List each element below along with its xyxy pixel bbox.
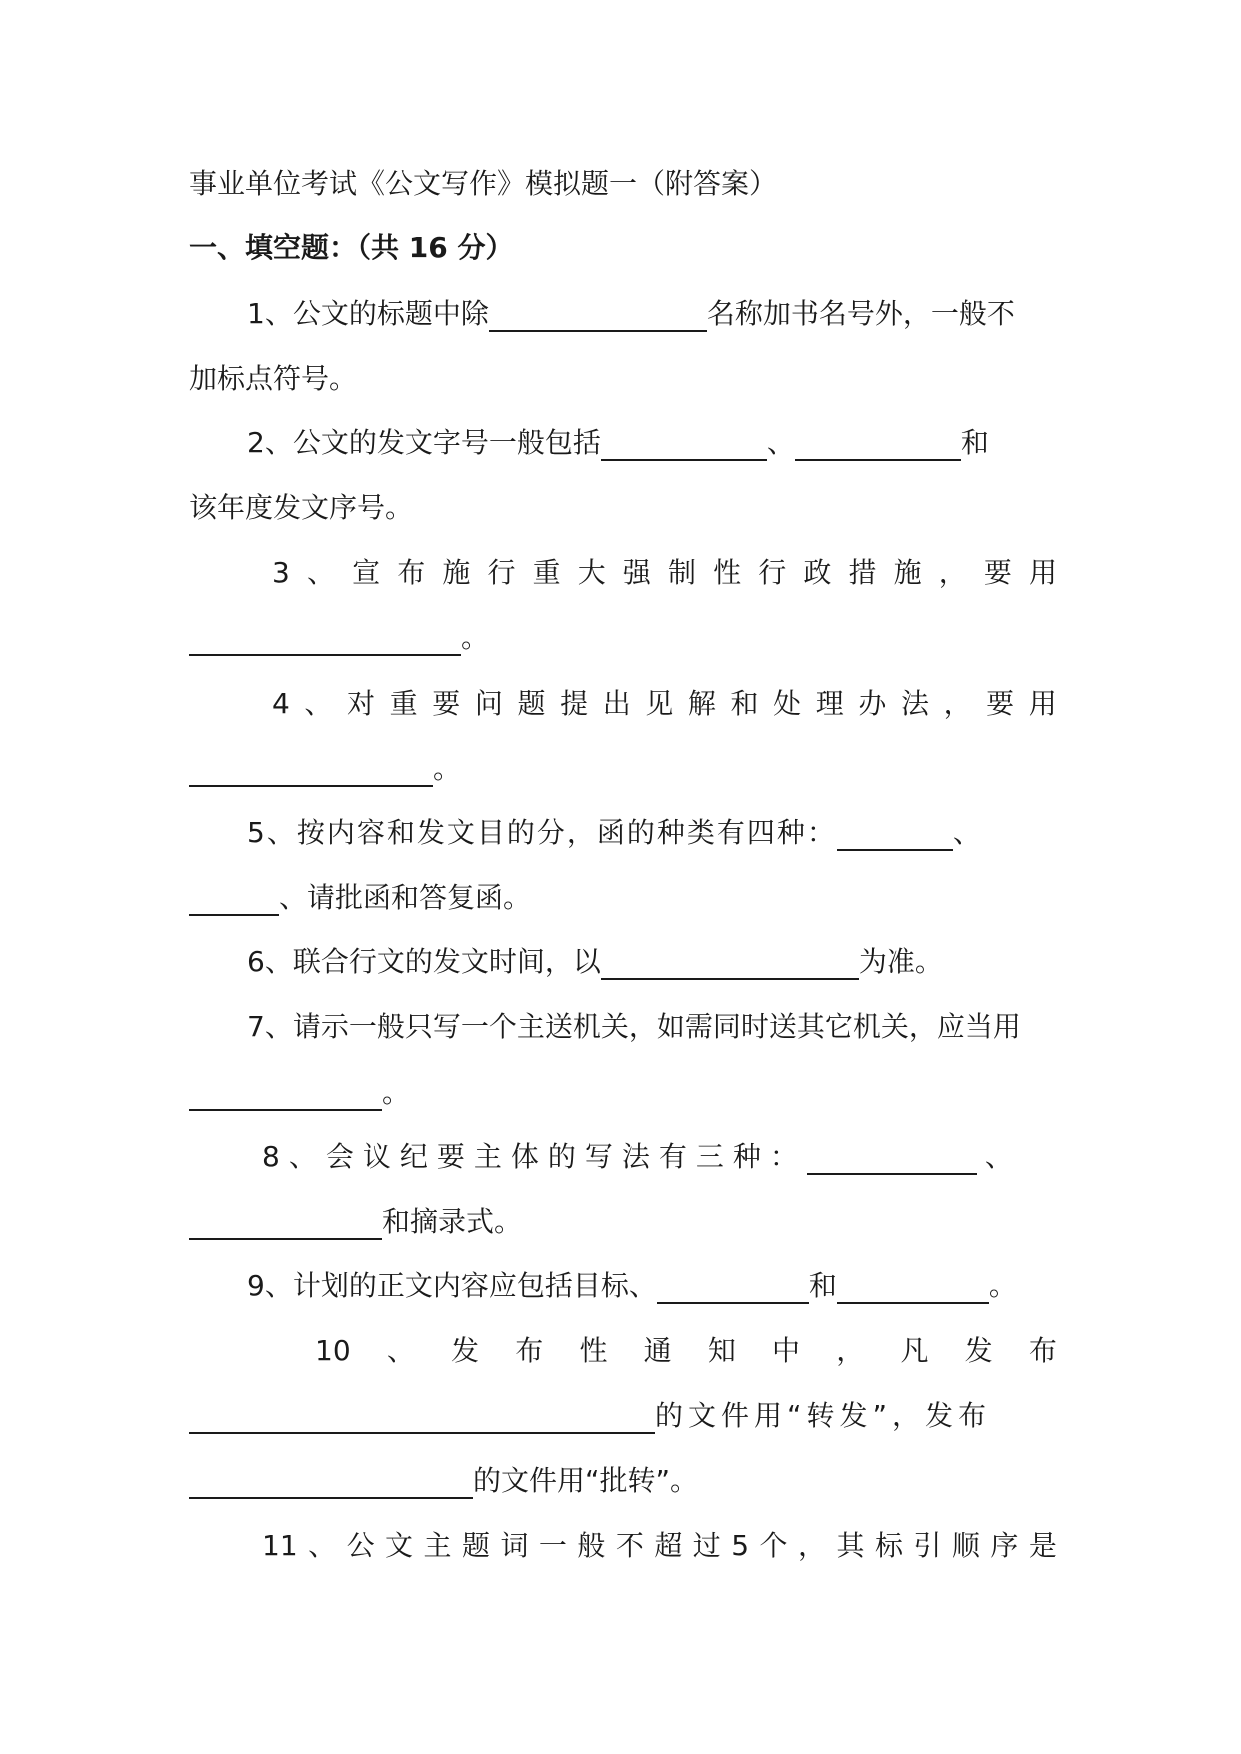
answer-blank[interactable] — [657, 1272, 809, 1304]
question-text-char: 对 — [347, 687, 376, 720]
question-6 — [247, 944, 943, 980]
question-text-char: 主 — [423, 1529, 452, 1562]
question-text-char: 要 — [432, 687, 461, 720]
question-text-char: 重 — [389, 687, 418, 720]
question-5-text-2: 、请批函和答复函。 — [279, 881, 532, 914]
question-text-char: 一 — [538, 1529, 567, 1562]
question-8 — [262, 1139, 1013, 1175]
question-text-char: 措 — [848, 556, 877, 589]
question-2-continued: 该年度发文序号。 — [189, 491, 414, 524]
question-1-continued: 加标点符号。 — [189, 362, 358, 395]
question-text-char: 超 — [654, 1529, 683, 1562]
answer-blank[interactable] — [601, 429, 767, 461]
answer-blank[interactable] — [601, 948, 859, 980]
question-text-char: 5 — [731, 1529, 750, 1562]
question-text-char: 行 — [758, 556, 787, 589]
question-text-char: 强 — [622, 556, 651, 589]
question-4-answer-line — [189, 751, 461, 787]
question-text-char: 公 — [346, 1529, 375, 1562]
question-text-char: ， — [938, 556, 967, 589]
question-10 — [315, 1333, 1057, 1369]
question-text-char: 引 — [913, 1529, 942, 1562]
question-text-char: 性 — [579, 1334, 608, 1367]
question-text-char: 用 — [1028, 556, 1057, 589]
question-text-char: 见 — [645, 687, 674, 720]
answer-blank[interactable] — [189, 1208, 382, 1240]
question-1 — [247, 296, 1015, 332]
answer-blank[interactable] — [837, 1272, 989, 1304]
question-5 — [247, 815, 981, 851]
section-heading: 一、填空题：（共 16 分） — [189, 231, 514, 264]
separator: 、 — [952, 816, 981, 849]
question-text-char: 解 — [687, 687, 716, 720]
question-6-text-2: 为准。 — [858, 945, 943, 978]
answer-blank[interactable] — [807, 1143, 977, 1175]
question-5-continued — [189, 880, 531, 916]
question-10-line-2 — [189, 1398, 991, 1434]
question-9 — [247, 1268, 1017, 1304]
question-text-char: ， — [798, 1529, 827, 1562]
answer-blank[interactable] — [189, 624, 461, 656]
period: 。 — [988, 1269, 1017, 1302]
question-text-char: 用 — [1028, 687, 1057, 720]
answer-blank[interactable] — [189, 1402, 655, 1434]
question-text-char: 、 — [308, 1529, 337, 1562]
question-2 — [247, 425, 989, 461]
question-text-char: 要 — [983, 556, 1012, 589]
question-8-text: 8、会议纪要主体的写法有三种： — [262, 1140, 807, 1173]
question-10-text-3: 的文件用“批转”。 — [473, 1464, 699, 1497]
question-1-text: 1、公文的标题中除 — [247, 297, 489, 330]
answer-blank[interactable] — [189, 1079, 382, 1111]
question-text-char: 布 — [1028, 1334, 1057, 1367]
question-text-char: 制 — [667, 556, 696, 589]
question-text-char: 11 — [262, 1529, 298, 1562]
answer-blank[interactable] — [189, 1467, 473, 1499]
question-3 — [272, 555, 1057, 591]
question-text-char: 宣 — [352, 556, 381, 589]
question-text-char: 是 — [1028, 1529, 1057, 1562]
question-7: 7、请示一般只写一个主送机关，如需同时送其它机关，应当用 — [247, 1010, 1021, 1043]
question-text-char: 、 — [306, 556, 335, 589]
period: 。 — [433, 752, 462, 785]
question-10-line-3 — [189, 1463, 698, 1499]
question-text-char: 办 — [858, 687, 887, 720]
question-2-text-2: 和 — [960, 426, 989, 459]
question-text-char: 过 — [692, 1529, 721, 1562]
question-text-char: 中 — [772, 1334, 801, 1367]
question-text-char: 问 — [474, 687, 503, 720]
question-text-char: 布 — [515, 1334, 544, 1367]
question-text-char: 10 — [315, 1334, 351, 1367]
period: 。 — [382, 1076, 411, 1109]
question-text-char: 理 — [815, 687, 844, 720]
answer-blank[interactable] — [189, 755, 433, 787]
question-text-char: 布 — [397, 556, 426, 589]
separator: 、 — [984, 1140, 1013, 1173]
question-text-char: 其 — [836, 1529, 865, 1562]
question-text-char: ， — [836, 1334, 865, 1367]
question-11 — [262, 1528, 1057, 1564]
question-1-text-2: 名称加书名号外，一般不 — [706, 297, 1015, 330]
question-text-char: 行 — [487, 556, 516, 589]
question-9-text-2: 和 — [808, 1269, 837, 1302]
question-3-answer-line — [189, 620, 489, 656]
question-text-char: 题 — [517, 687, 546, 720]
question-text-char: 顺 — [951, 1529, 980, 1562]
question-text-char: 题 — [461, 1529, 490, 1562]
question-text-char: 法 — [900, 687, 929, 720]
question-text-char: 般 — [577, 1529, 606, 1562]
question-text-char: 政 — [803, 556, 832, 589]
answer-blank[interactable] — [795, 429, 961, 461]
question-text-char: 词 — [500, 1529, 529, 1562]
question-text-char: ， — [943, 687, 972, 720]
question-text-char: 序 — [990, 1529, 1019, 1562]
question-text-char: 知 — [707, 1334, 736, 1367]
separator: 、 — [766, 426, 795, 459]
question-text-char: 性 — [713, 556, 742, 589]
question-text-char: 通 — [643, 1334, 672, 1367]
question-8-continued — [189, 1204, 522, 1240]
question-4 — [272, 686, 1057, 722]
question-text-char: 发 — [964, 1334, 993, 1367]
answer-blank[interactable] — [489, 300, 707, 332]
question-text-char: 标 — [874, 1529, 903, 1562]
question-text-char: 个 — [759, 1529, 788, 1562]
question-text-char: 文 — [385, 1529, 414, 1562]
question-text-char: 提 — [560, 687, 589, 720]
question-text-char: 要 — [986, 687, 1015, 720]
question-8-text-2: 和摘录式。 — [382, 1205, 523, 1238]
question-6-text: 6、联合行文的发文时间，以 — [247, 945, 601, 978]
question-text-char: 施 — [442, 556, 471, 589]
question-text-char: 重 — [532, 556, 561, 589]
question-text-char: 出 — [602, 687, 631, 720]
answer-blank[interactable] — [189, 884, 279, 916]
question-text-char: 发 — [451, 1334, 480, 1367]
period: 。 — [461, 621, 490, 654]
question-text-char: 施 — [893, 556, 922, 589]
question-2-text: 2、公文的发文字号一般包括 — [247, 426, 601, 459]
question-text-char: 和 — [730, 687, 759, 720]
question-text-char: 3 — [272, 556, 290, 589]
question-text-char: 、 — [304, 687, 333, 720]
question-text-char: 大 — [577, 556, 606, 589]
question-9-text: 9、计划的正文内容应包括目标、 — [247, 1269, 657, 1302]
question-text-char: 4 — [272, 687, 290, 720]
question-7-answer-line — [189, 1075, 410, 1111]
question-text-char: 凡 — [900, 1334, 929, 1367]
question-text-char: 、 — [386, 1334, 415, 1367]
question-10-text-2: 的文件用“转发”，发布 — [655, 1399, 992, 1432]
answer-blank[interactable] — [837, 819, 953, 851]
question-text-char: 不 — [615, 1529, 644, 1562]
document-title: 事业单位考试《公文写作》模拟题一（附答案） — [189, 167, 778, 200]
question-5-text: 5、按内容和发文目的分，函的种类有四种： — [247, 816, 837, 849]
question-text-char: 处 — [773, 687, 802, 720]
